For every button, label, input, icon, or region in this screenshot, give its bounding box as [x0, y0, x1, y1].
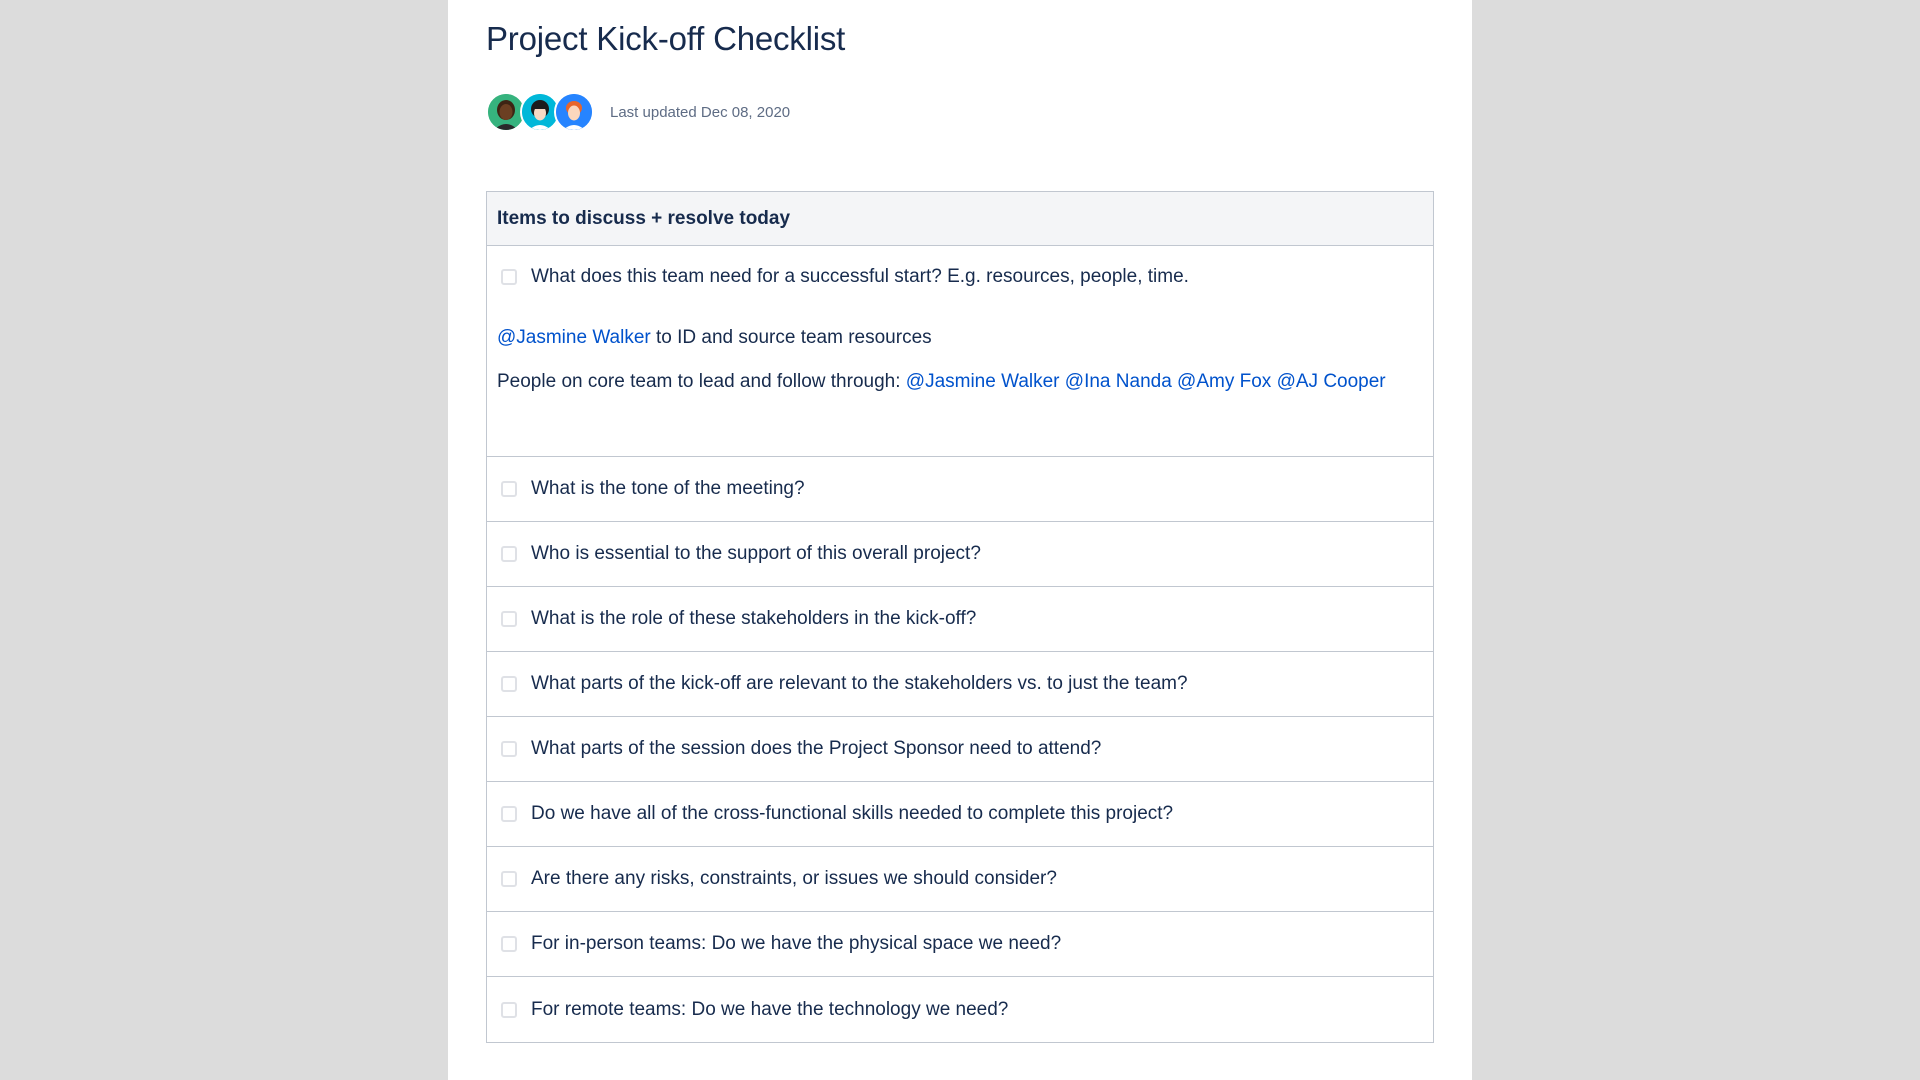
checklist-table: [486, 191, 1434, 1043]
task-checkbox[interactable]: [501, 871, 517, 887]
task-item: [497, 803, 1173, 825]
table-header: Items to discuss + resolve today: [487, 192, 1433, 246]
task-item: [497, 543, 981, 565]
task-item: [497, 933, 1061, 955]
task-item: [497, 868, 1057, 890]
avatar[interactable]: [554, 92, 594, 132]
note-line: [497, 365, 1423, 398]
task-item: [497, 673, 1188, 695]
task-checkbox[interactable]: [501, 1002, 517, 1018]
byline: [486, 90, 790, 134]
table-row: [487, 717, 1433, 782]
task-checkbox[interactable]: [501, 806, 517, 822]
user-mention[interactable]: @AJ Cooper: [1276, 371, 1386, 392]
page-content: [448, 0, 1472, 1080]
task-item: [497, 246, 1423, 308]
table-row: [487, 587, 1433, 652]
user-mention[interactable]: @Amy Fox: [1177, 371, 1272, 392]
task-label: Are there any risks, constraints, or issues we should consider?: [531, 868, 1057, 889]
task-item: [497, 608, 976, 630]
task-label: What is the role of these stakeholders in the kick-off?: [531, 608, 977, 629]
task-label: For remote teams: Do we have the technology we need?: [531, 998, 1009, 1020]
user-mention[interactable]: @Ina Nanda: [1064, 371, 1172, 392]
task-checkbox[interactable]: [501, 269, 517, 285]
task-checkbox[interactable]: [501, 546, 517, 562]
table-row: [487, 457, 1433, 522]
task-checkbox[interactable]: [501, 611, 517, 627]
page-title: Project Kick-off Checklist: [486, 20, 846, 57]
task-label: Who is essential to the support of this overall project?: [531, 543, 981, 564]
task-label: What parts of the session does the Project Sponsor need to attend?: [531, 738, 1102, 759]
user-mention[interactable]: @Jasmine Walker: [497, 327, 651, 348]
person-red-hair-icon: [556, 94, 592, 130]
table-row: [487, 847, 1433, 912]
last-updated-text: Last updated Dec 08, 2020: [610, 103, 791, 121]
task-item: [497, 999, 1008, 1021]
task-checkbox[interactable]: [501, 741, 517, 757]
task-label: What parts of the kick-off are relevant to the stakeholders vs. to just the team?: [531, 673, 1188, 694]
task-label: Do we have all of the cross-functional skills needed to complete this project?: [531, 803, 1174, 824]
person-black-hair-icon: [522, 94, 558, 130]
table-row: [487, 246, 1433, 457]
note-text: People on core team to lead and follow through:: [497, 371, 906, 392]
task-checkbox[interactable]: [501, 676, 517, 692]
task-item: [497, 478, 805, 500]
table-row: [487, 522, 1433, 587]
note-line: [497, 310, 1423, 365]
table-row: [487, 782, 1433, 847]
table-row: [487, 912, 1433, 977]
user-mention[interactable]: @Jasmine Walker: [905, 371, 1060, 392]
task-checkbox[interactable]: [501, 481, 517, 497]
note-text: to ID and source team resources: [650, 327, 932, 348]
task-item: [497, 738, 1101, 760]
task-label: What does this team need for a successful start? E.g. resources, people, time.: [531, 266, 1189, 287]
task-checkbox[interactable]: [501, 936, 517, 952]
task-label: What is the tone of the meeting?: [531, 478, 805, 499]
person-dark-hair-icon: [488, 94, 524, 130]
task-label: For in-person teams: Do we have the physical space we need?: [531, 933, 1062, 954]
table-row: [487, 977, 1433, 1042]
table-row: [487, 652, 1433, 717]
contributor-avatars: [486, 92, 588, 132]
